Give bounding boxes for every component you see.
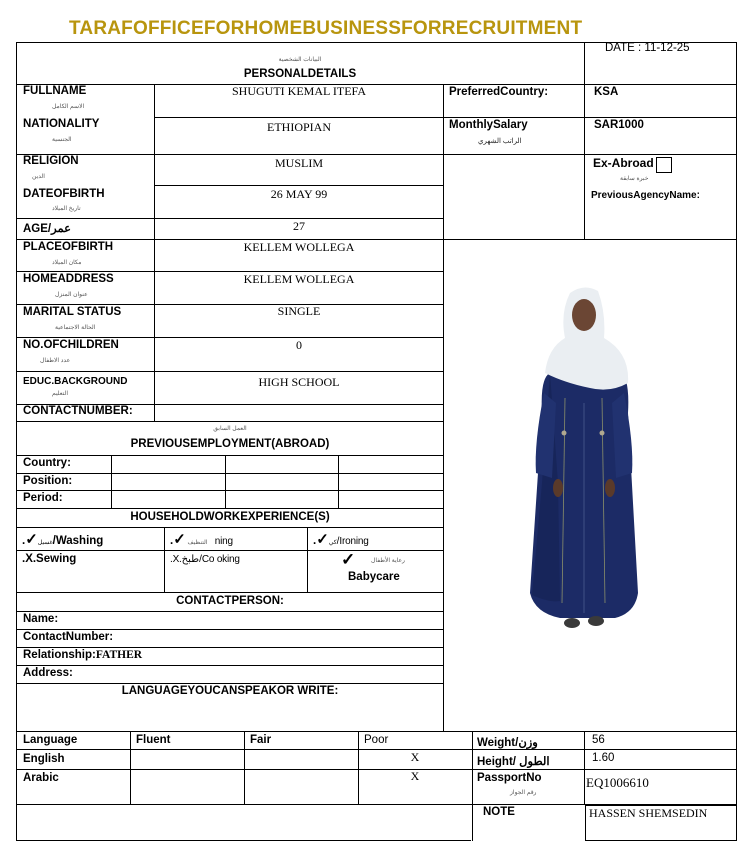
form-date: DATE : 11-12-25 [605,42,690,54]
contact-number-label-2: ContactNumber: [23,631,114,643]
contact-person-heading: CONTACTPERSON: [176,595,284,607]
nationality-value[interactable]: ETHIOPIAN [267,120,331,134]
relationship-value[interactable]: FATHER [95,649,143,661]
passport-label: PassportNo [477,772,542,784]
employment-country-label: Country: [23,457,71,469]
religion-arabic: الدين [32,174,45,180]
personal-details-arabic: البيانات الشخصية [278,57,322,63]
ex-abroad-label: Ex-Abroad [593,156,654,170]
check-icon: ✓ [341,550,356,569]
household-ironing: .✓كي/Ironing [313,531,369,548]
personal-details-heading [16,68,584,80]
previous-employment-heading: PREVIOUSEMPLOYMENT(ABROAD) [130,438,330,450]
marital-arabic: الحالة الاجتماعية [55,325,96,331]
lang-english: English [23,753,65,765]
household-washing: .✓غسيل/Washing [22,531,104,548]
children-label: NO.OFCHILDREN [23,339,119,351]
nationality-arabic: الجنسية [52,137,72,143]
pob-value[interactable]: KELLEM WOLLEGA [243,240,355,254]
religion-label: RELIGION [23,155,79,167]
note-box[interactable] [585,805,737,841]
age-value[interactable]: 27 [293,219,305,233]
monthly-salary-value[interactable]: SAR1000 [594,119,644,131]
check-icon: ✓ [316,531,329,548]
contact-address-label: Address: [23,667,73,679]
monthly-salary-label: MonthlySalary [449,119,528,131]
fullname-arabic: الاسم الكامل [52,104,85,110]
preferred-country-value[interactable]: KSA [594,86,619,98]
ironing-label: /Ironing [336,536,369,547]
applicant-photo [520,283,648,643]
address-arabic: عنوان المنزل [55,292,88,298]
arabic-poor-mark[interactable]: X [410,769,420,783]
employment-position-label: Position: [23,475,73,487]
check-icon: ✓ [173,531,186,548]
ex-abroad-checkbox[interactable] [656,157,672,173]
english-poor-mark[interactable]: X [410,750,420,764]
fullname-label: FULLNAME [23,85,87,97]
education-arabic: التعليم [52,391,68,397]
ironing-prefix: . [313,535,317,547]
household-heading: HOUSEHOLDWORKEXPERIENCE(S) [130,511,330,523]
children-arabic: عدد الاطفال [40,358,71,364]
marital-value[interactable]: SINGLE [277,304,321,318]
cleaning-prefix: . [170,535,174,547]
babycare-arabic: رعاية الأطفال [371,558,405,564]
babycare-label: Babycare [348,571,400,583]
household-sewing: .X.Sewing [22,553,77,565]
dob-label: DATEOFBIRTH [23,188,105,200]
weight-value[interactable]: 56 [592,734,605,746]
employment-period-label: Period: [23,492,63,504]
lang-header-fair: Fair [250,734,272,746]
lang-arabic: Arabic [23,772,59,784]
contact-relationship [23,649,142,661]
cleaning-label: ning [209,536,233,547]
marital-label: MARITAL STATUS [23,306,122,318]
lang-header-language: Language [23,734,78,746]
religion-value[interactable]: MUSLIM [274,156,323,170]
washing-label: /Washing [52,535,104,547]
personal-details-heading-text: PERSONALDETAILS [243,68,357,80]
languages-heading: LANGUAGEYOUCANSPEAKOR WRITE: [121,685,339,697]
previous-agency-label: PreviousAgencyName: [591,190,700,201]
contact-number-label: CONTACTNUMBER: [23,405,133,417]
check-icon: ✓ [25,531,38,548]
height-value[interactable]: 1.60 [592,752,615,764]
household-babycare-check [341,550,355,570]
passport-value[interactable]: EQ1006610 [586,775,649,790]
education-value[interactable]: HIGH SCHOOL [258,375,340,389]
note-value: HASSEN SHEMSEDIN [589,806,708,820]
household-cooking: .X.طبخ/Co oking [170,554,240,565]
preferred-country-label: PreferredCountry: [449,86,549,98]
pob-label: PLACEOFBIRTH [23,241,114,253]
nationality-label: NATIONALITY [23,118,100,130]
children-value[interactable]: 0 [296,338,302,352]
dob-arabic: تاريخ الميلاد [52,206,81,212]
washing-prefix: . [22,535,26,547]
education-label: EDUC.BACKGROUND [23,376,128,387]
pob-arabic: مكان الميلاد [52,260,82,266]
address-label: HOMEADDRESS [23,273,114,285]
height-label: Height/ الطول [477,756,550,768]
address-value[interactable]: KELLEM WOLLEGA [243,272,355,286]
monthly-salary-arabic: الراتب الشهري [478,138,522,145]
age-label: AGE/عمر [23,223,71,235]
previous-employment-arabic: العمل السابق [213,426,247,432]
fullname-value[interactable]: SHUGUTI KEMAL ITEFA [232,84,366,98]
dob-value[interactable]: 26 MAY 99 [270,187,328,201]
weight-label: Weight/وزن [477,737,538,749]
contact-name-label: Name: [23,613,59,625]
lang-header-poor: Poor [364,734,389,746]
relationship-label: Relationship: [23,649,96,661]
ex-abroad-arabic: خبرة سابقة [620,176,649,182]
agency-title: TARAFOFFICEFORHOMEBUSINESSFORRECRUITMENT [69,18,583,39]
lang-header-fluent: Fluent [136,734,171,746]
passport-arabic: رقم الجواز [510,790,537,796]
note-label: NOTE [483,806,515,818]
household-cleaning: .✓ التنظيف ning [170,531,233,548]
